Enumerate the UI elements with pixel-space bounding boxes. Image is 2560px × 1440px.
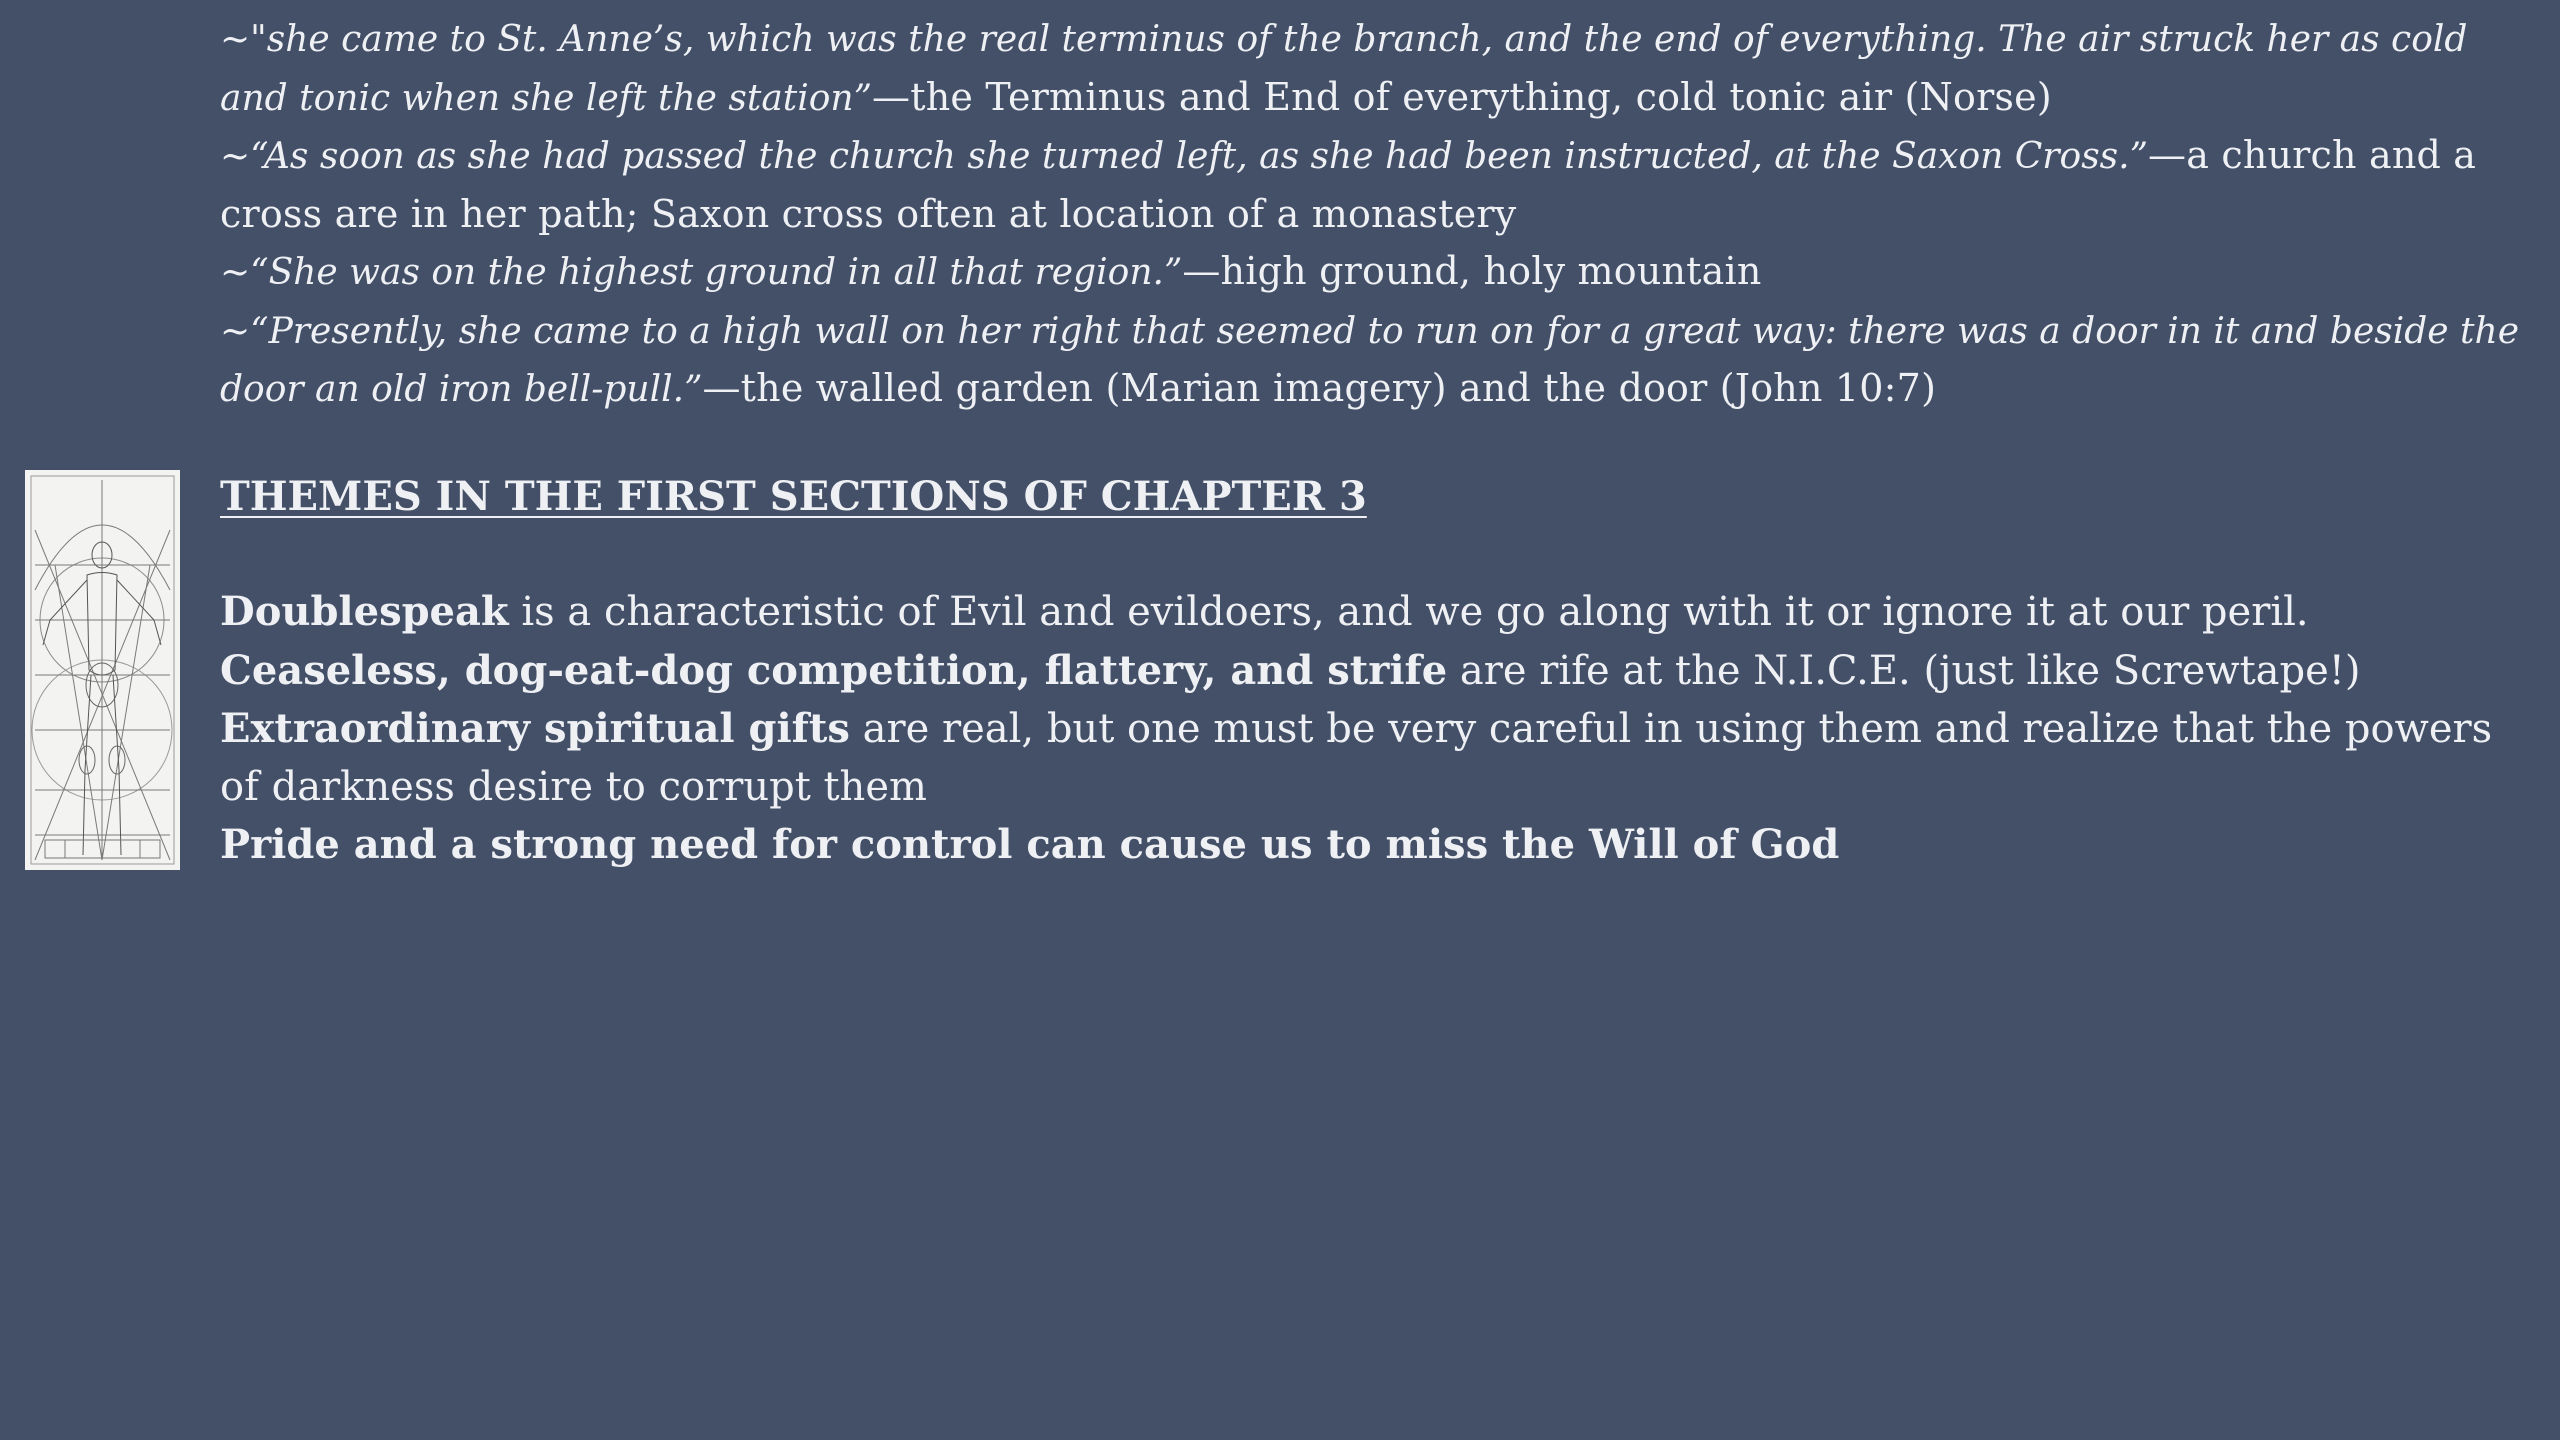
themes-section xyxy=(220,468,2530,875)
quote-list xyxy=(220,10,2530,419)
quote-comment: —the Terminus and End of everything, cold tonic air (Norse) xyxy=(872,74,2052,119)
vitruvian-diagram-icon xyxy=(25,470,180,870)
quote-comment: —a church and a cross are in her path; Saxon cross often at location of a monastery xyxy=(220,133,2477,236)
theme-term: Ceaseless, dog-eat-dog competition, flattery, and strife xyxy=(220,646,1448,694)
theme-item-1 xyxy=(220,583,2530,642)
theme-item-3 xyxy=(220,700,2530,816)
quote-text: ~“Presently, she came to a high wall on her right that seemed to run on for a great way: there was a door in it and beside the door an old iron bell-pull.” xyxy=(220,310,2520,410)
quote-item-3 xyxy=(220,243,2530,302)
theme-term: Extraordinary spiritual gifts xyxy=(220,705,850,752)
theme-description: are real, but one must be very careful in using them and realize that the powers of darkness desire to corrupt them xyxy=(220,706,2493,810)
theme-description: are rife at the N.I.C.E. (just like Screwtape!) xyxy=(1447,647,2361,694)
quote-comment: —the walled garden (Marian imagery) and the door (John 10:7) xyxy=(702,366,1937,410)
spacer xyxy=(220,526,2530,584)
quote-item-4 xyxy=(220,302,2530,419)
theme-term: Pride and a strong need for control can cause us to miss the Will of God xyxy=(220,821,1840,868)
quote-item-2 xyxy=(220,127,2530,243)
theme-description: is a characteristic of Evil and evildoers, and we go along with it or ignore it at our peril. xyxy=(508,589,2309,635)
themes-heading: THEMES IN THE FIRST SECTIONS OF CHAPTER 3 xyxy=(220,473,1367,520)
quote-text: ~“She was on the highest ground in all that region.” xyxy=(220,252,1183,293)
theme-term: Doublespeak xyxy=(220,588,509,635)
theme-item-2 xyxy=(220,642,2530,701)
quote-text: ~“As soon as she had passed the church she turned left, as she had been instructed, at the Saxon Cross.” xyxy=(220,136,2148,177)
quote-comment: —high ground, holy mountain xyxy=(1182,249,1762,293)
quote-item-1 xyxy=(220,10,2530,127)
theme-item-4 xyxy=(220,816,2530,875)
quote-text: ~"she came to St. Anne’s, which was the real terminus of the branch, and the end of everything. The air struck her as cold and tonic when she left the station” xyxy=(220,19,2468,119)
